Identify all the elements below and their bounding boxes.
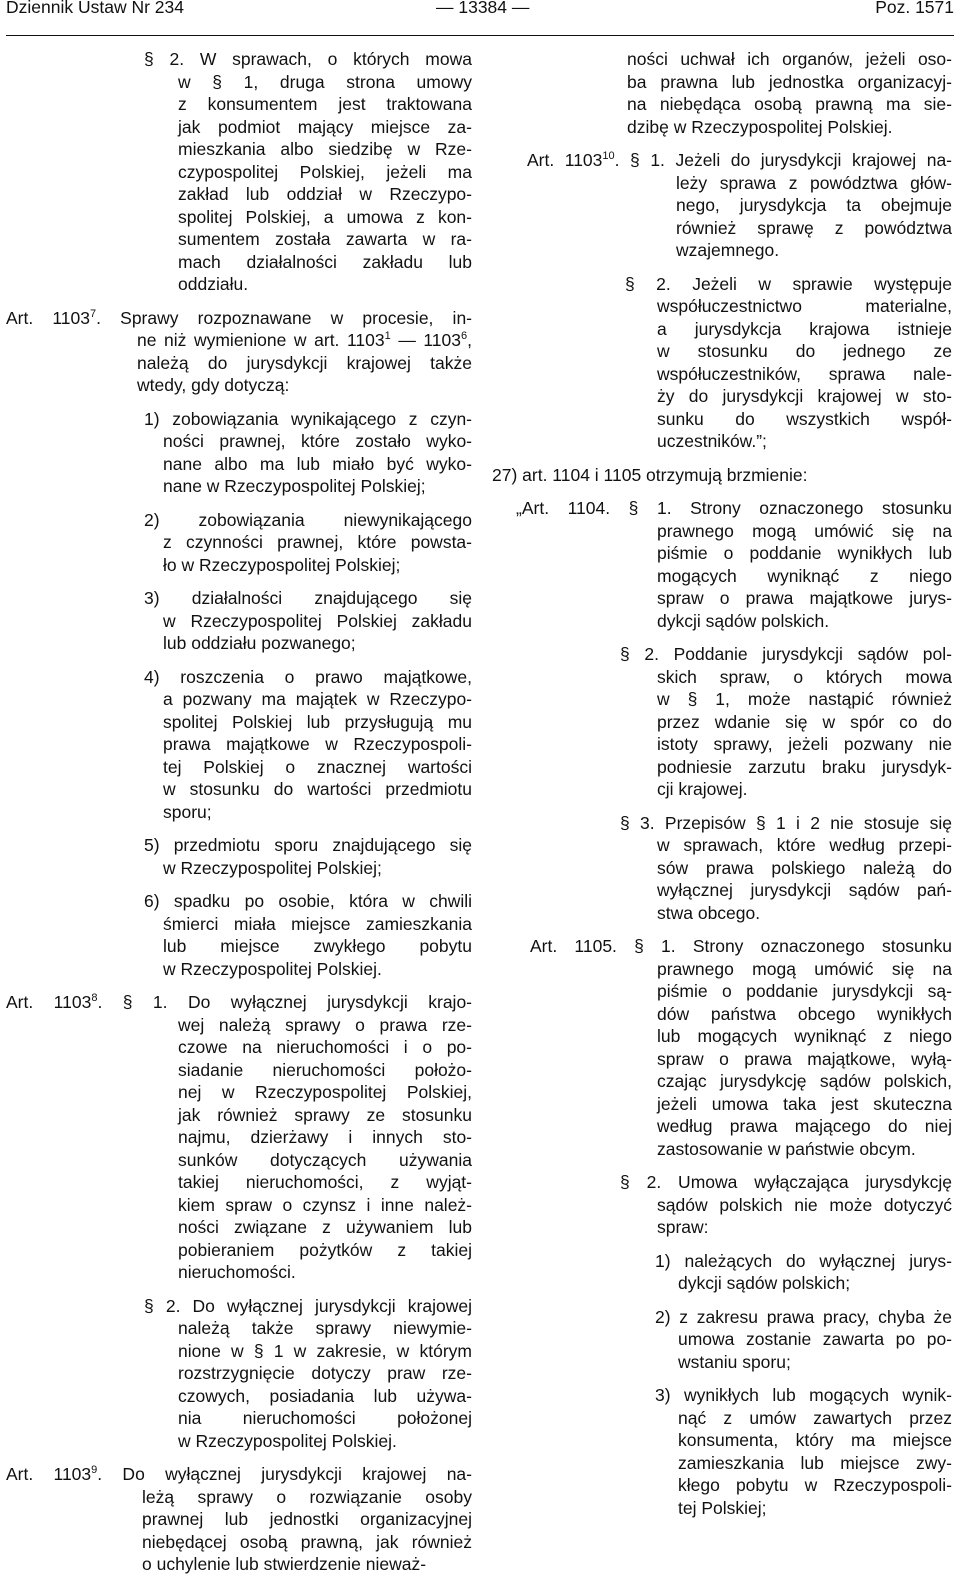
text-line: Art. 1103$^9$. Do wyłącznej jurysdykcji krajowej na- bbox=[6, 1464, 472, 1484]
text-line: nane w Rzeczypospolitej Polskiej; bbox=[163, 476, 426, 496]
text-line: 2) z zakresu prawa pracy, chyba że bbox=[655, 1306, 952, 1327]
text-line: wtedy, gdy dotyczą: bbox=[137, 375, 290, 395]
text-line: ności uchwał ich organów, jeżeli oso- bbox=[627, 49, 952, 69]
text-line: Art. 1103$^8$. § 1. Do wyłącznej jurysdykcji krajo- bbox=[6, 992, 473, 1012]
paragraph bbox=[0, 464, 960, 487]
text-line: spraw o prawa majątkowe jurys- bbox=[657, 588, 952, 608]
text-line: prawnego mogą umówić się na bbox=[657, 520, 952, 541]
paragraph bbox=[0, 1250, 960, 1295]
text-line: kłego pobytu w Rzeczypospoli- bbox=[678, 1475, 952, 1495]
text-line: piśmie o poddanie wynikłych lub bbox=[657, 543, 952, 563]
text-line: Art. 1103$^{10}$. § 1. Jeżeli do jurysdykcji krajowej na- bbox=[527, 150, 953, 170]
text-line: oddziału. bbox=[178, 274, 249, 294]
text-line: 27) art. 1104 i 1105 otrzymują brzmienie: bbox=[492, 464, 808, 485]
text-line: w Rzeczypospolitej Polskiej; bbox=[163, 857, 382, 878]
text-line: lub miejsce zwykłego pobytu bbox=[163, 936, 472, 956]
text-line: leży sprawa z powództwa głów- bbox=[676, 172, 952, 193]
text-line: a jurysdykcja krajowa istnieje bbox=[657, 318, 952, 339]
text-line: a pozwany ma majątek w Rzeczypo- bbox=[163, 689, 472, 709]
text-line: 3) działalności znajdującego się bbox=[144, 588, 472, 608]
paragraph bbox=[0, 1171, 960, 1239]
text-line: dykcji sądów polskich; bbox=[678, 1273, 851, 1293]
text-line: lub mogących wyniknąć z niego bbox=[657, 1026, 952, 1046]
text-line: sunku do wszystkich współ- bbox=[657, 408, 952, 429]
text-line: nione w § 1 w zakresie, w którym bbox=[178, 1340, 472, 1361]
text-line: 1) należących do wyłącznej jurys- bbox=[655, 1250, 952, 1271]
paragraph-gap bbox=[0, 1373, 960, 1384]
text-line: 6) spadku po osobie, która w chwili bbox=[144, 891, 472, 911]
text-line: również sprawę z powództwa bbox=[676, 217, 952, 238]
text-line: przez wdanie się w spór co do bbox=[657, 711, 952, 732]
text-line: w Rzeczypospolitej Polskiej zakładu bbox=[163, 610, 472, 631]
text-line: z czynności prawnej, które powsta- bbox=[163, 532, 472, 552]
paragraph bbox=[0, 273, 960, 453]
text-line: śmierci miała miejsce zamieszkania bbox=[163, 913, 472, 934]
text-line: spraw o prawa majątkowe, wyłą- bbox=[657, 1048, 952, 1069]
text-line: tej Polskiej; bbox=[678, 1497, 767, 1518]
text-line: siadanie nieruchomości położo- bbox=[178, 1059, 472, 1080]
position-number: Poz. 1571 bbox=[875, 0, 954, 17]
text-line: Art. 1103$^7$. Sprawy rozpoznawane w procesie, in- bbox=[6, 307, 473, 328]
paragraph-gap bbox=[0, 1295, 960, 1306]
text-line: w Rzeczypospolitej Polskiej. bbox=[163, 958, 382, 979]
text-line: należą do jurysdykcji krajowej także bbox=[137, 352, 472, 373]
paragraph-gap bbox=[0, 486, 960, 497]
text-line: dów państwa obcego wynikłych bbox=[657, 1003, 952, 1024]
text-line: mogących wyniknąć z niego bbox=[657, 565, 952, 586]
text-line: istoty sprawy, jeżeli pozwany nie bbox=[657, 734, 952, 754]
paragraph-gap bbox=[0, 801, 960, 812]
text-line: sumentem została zawarta w ra- bbox=[178, 229, 472, 249]
text-line: wej należą sprawy o prawa rze- bbox=[178, 1014, 472, 1035]
right-column bbox=[0, 48, 960, 1530]
journal-title: Dziennik Ustaw Nr 234 bbox=[6, 0, 184, 17]
text-line: piśmie o poddanie jurysdykcji są- bbox=[657, 981, 952, 1001]
text-line: § 2. Poddanie jurysdykcji sądów pol- bbox=[620, 644, 952, 664]
text-line: dykcji sądów polskich. bbox=[657, 610, 830, 631]
text-line: pobieraniem pożytków z takiej bbox=[178, 1239, 472, 1260]
text-line: nia nieruchomości położonej bbox=[178, 1408, 472, 1428]
paragraph bbox=[0, 812, 960, 925]
text-line: jak również sprawy ze stosunku bbox=[178, 1104, 472, 1125]
text-line: czowych, posiadania lub używa- bbox=[178, 1385, 472, 1406]
text-line: w sprawach, które według przepi- bbox=[657, 835, 952, 855]
text-line: nego, jurysdykcja ta obejmuje bbox=[676, 195, 952, 215]
text-line: 2) zobowiązania niewynikającego bbox=[144, 509, 472, 530]
paragraph bbox=[0, 643, 960, 801]
text-line: § 2. Do wyłącznej jurysdykcji krajowej bbox=[144, 1295, 472, 1316]
text-line: najmu, dzierżawy i innych sto- bbox=[178, 1127, 472, 1147]
text-line: nieruchomości. bbox=[178, 1262, 296, 1282]
text-line: ne niż wymienione w art. 1103$^1$ — 1103$^6$, bbox=[137, 330, 473, 350]
text-line: ło w Rzeczypospolitej Polskiej; bbox=[163, 554, 401, 575]
text-line: Art. 1105. § 1. Strony oznaczonego stosunku bbox=[530, 936, 952, 956]
text-line: jak podmiot mający miejsce za- bbox=[178, 116, 472, 137]
text-line: spolitej Polskiej, a umowa z kon- bbox=[178, 206, 472, 227]
text-line: spraw: bbox=[657, 1217, 709, 1237]
text-line: nane albo ma lub miało być wyko- bbox=[163, 453, 472, 474]
paragraph-gap bbox=[0, 1576, 470, 1587]
header-rule bbox=[6, 35, 954, 36]
text-line: § 2. Jeżeli w sprawie występuje bbox=[625, 273, 952, 294]
text-line: leżą sprawy o rozwiązanie osoby bbox=[142, 1486, 472, 1507]
paragraph-gap bbox=[0, 453, 960, 464]
paragraph-gap bbox=[0, 262, 960, 273]
text-line: „Art. 1104. § 1. Strony oznaczonego stosunku bbox=[516, 498, 952, 518]
text-line: o uchylenie lub stwierdzenie nieważ- bbox=[142, 1554, 427, 1574]
page-number: — 13384 — bbox=[436, 0, 530, 17]
text-line: w Rzeczypospolitej Polskiej. bbox=[178, 1430, 397, 1451]
paragraph-gap bbox=[0, 1239, 960, 1250]
text-line: czypospolitej Polskiej, jeżeli ma bbox=[178, 161, 472, 182]
paragraph-gap bbox=[0, 138, 960, 149]
text-line: współuczestnictwo materialne, bbox=[657, 296, 952, 316]
text-line: rozstrzygnięcie dotyczy praw rze- bbox=[178, 1363, 472, 1383]
text-line: lub oddziału pozwanego; bbox=[163, 633, 356, 653]
page-header bbox=[6, 0, 954, 34]
paragraph bbox=[0, 1306, 960, 1374]
text-line: współuczestników, sprawa nale- bbox=[657, 363, 952, 384]
text-line: jeżeli umowa taka jest skuteczna bbox=[657, 1093, 952, 1114]
text-line: w stosunku do jednego ze bbox=[657, 341, 952, 361]
text-line: skich spraw, o których mowa bbox=[657, 666, 952, 687]
paragraph bbox=[0, 935, 960, 1160]
paragraph bbox=[0, 497, 960, 632]
text-line: prawa majątkowe w Rzeczypospoli- bbox=[163, 734, 472, 754]
text-line: 3) wynikłych lub mogących wynik- bbox=[655, 1385, 952, 1405]
text-line: § 3. Przepisów § 1 i 2 nie stosuje się bbox=[620, 812, 952, 833]
paragraph bbox=[0, 1384, 960, 1519]
text-line: konsumenta, który ma miejsce bbox=[678, 1430, 952, 1450]
text-line: wzajemnego. bbox=[676, 240, 780, 260]
text-line: w § 1, może nastąpić również bbox=[657, 689, 952, 709]
text-line: nej w Rzeczypospolitej Polskiej, bbox=[178, 1082, 472, 1102]
paragraph-gap bbox=[0, 632, 960, 643]
text-line: sów prawa polskiego należą do bbox=[657, 857, 952, 878]
text-line: sunków dotyczących używania bbox=[178, 1149, 472, 1170]
text-line: na niebędąca osobą prawną ma sie- bbox=[627, 94, 952, 114]
text-line: czając jurysdykcję sądów polskich, bbox=[657, 1071, 952, 1091]
text-line: należą także sprawy niewymie- bbox=[178, 1318, 472, 1338]
text-line: podniesie zarzutu braku jurysdyk- bbox=[657, 756, 952, 777]
text-line: § 2. Umowa wyłączająca jurysdykcję bbox=[620, 1172, 952, 1192]
paragraph bbox=[0, 48, 960, 138]
text-line: ży do jurysdykcji krajowej w sto- bbox=[657, 386, 952, 406]
text-line: według prawa mającego do niej bbox=[657, 1116, 952, 1136]
text-line: ności związane z używaniem lub bbox=[178, 1217, 472, 1237]
paragraph-gap bbox=[0, 924, 960, 935]
text-line: ba prawna lub jednostka organizacyj- bbox=[627, 71, 952, 92]
text-line: mach działalności zakładu lub bbox=[178, 251, 472, 272]
text-line: zastosowanie w państwie obcym. bbox=[657, 1138, 916, 1159]
text-line: 1) zobowiązania wynikającego z czyn- bbox=[144, 408, 472, 429]
text-line: prawnej lub jednostki organizacyjnej bbox=[142, 1509, 472, 1529]
text-line: zakład lub oddział w Rzeczypo- bbox=[178, 184, 472, 204]
paragraph-gap bbox=[0, 1160, 960, 1171]
text-line: spolitej Polskiej lub przysługują mu bbox=[163, 711, 472, 732]
text-line: prawnego mogą umówić się na bbox=[657, 958, 952, 979]
text-line: w stosunku do wartości przedmiotu bbox=[163, 779, 472, 799]
text-line: 5) przedmiotu sporu znajdującego się bbox=[144, 835, 472, 855]
text-line: dzibę w Rzeczypospolitej Polskiej. bbox=[627, 116, 893, 137]
text-line: § 2. W sprawach, o których mowa bbox=[144, 49, 472, 69]
text-line: sporu; bbox=[163, 801, 212, 822]
text-line: stwa obcego. bbox=[657, 902, 761, 923]
text-line: takiej nieruchomości, z wyjąt- bbox=[178, 1172, 472, 1192]
text-line: uczestników.”; bbox=[657, 431, 767, 451]
text-line: kiem spraw o czynsz i inne należ- bbox=[178, 1194, 472, 1215]
text-line: 4) roszczenia o prawo majątkowe, bbox=[144, 666, 472, 687]
text-line: wyłącznej jurysdykcji sądów pań- bbox=[657, 880, 952, 900]
text-line: z konsumentem jest traktowana bbox=[178, 94, 472, 114]
text-line: ności prawnej, które zostało wyko- bbox=[163, 431, 472, 451]
text-line: cji krajowej. bbox=[657, 779, 748, 799]
text-line: wstaniu sporu; bbox=[678, 1351, 791, 1372]
text-line: tej Polskiej o znacznej wartości bbox=[163, 756, 472, 777]
text-line: czowe na nieruchomości i o po- bbox=[178, 1037, 472, 1057]
paragraph bbox=[0, 149, 960, 262]
text-line: w § 1, druga strona umowy bbox=[178, 71, 472, 92]
text-line: niebędącej osobą prawną, jak również bbox=[142, 1531, 472, 1552]
text-line: mieszkania albo siedzibę w Rze- bbox=[178, 139, 472, 159]
text-line: zamieszkania lub miejsce zwy- bbox=[678, 1452, 952, 1473]
text-line: sądów polskich nie może dotyczyć bbox=[657, 1194, 952, 1215]
paragraph-gap bbox=[0, 1519, 960, 1530]
text-line: nąć z umów zawartych przez bbox=[678, 1407, 952, 1428]
text-line: umowa zostanie zawarta po po- bbox=[678, 1329, 952, 1349]
